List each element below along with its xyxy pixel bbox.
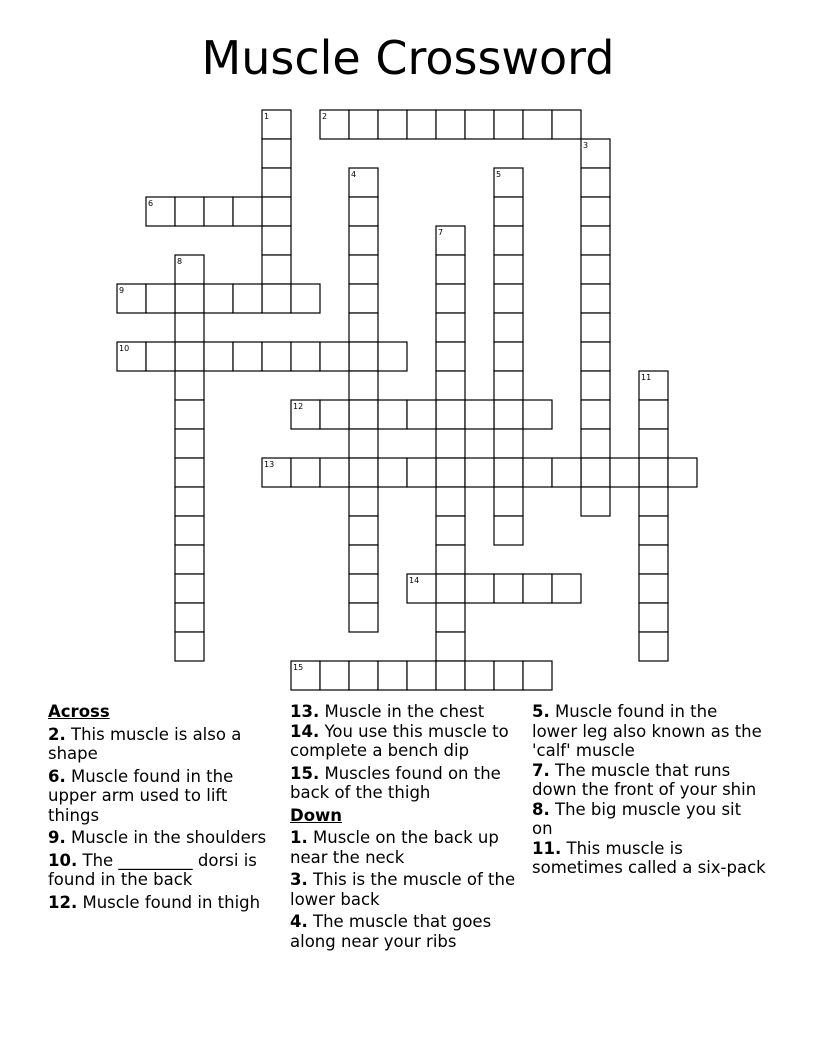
grid-cell[interactable] [523,400,552,429]
grid-cell[interactable] [262,342,291,371]
clue-down-8 [532,800,766,839]
clue-text: This muscle is also a shape [48,724,242,763]
grid-cell[interactable] [378,400,407,429]
grid-cell[interactable] [581,313,610,342]
grid-cell[interactable] [378,110,407,139]
grid-cell[interactable] [436,255,465,284]
grid-cell[interactable] [175,284,204,313]
grid-cell[interactable] [494,226,523,255]
clue-text: Muscle found in the lower leg also known as the 'calf' muscle [532,702,762,760]
grid-cell[interactable] [523,574,552,603]
clue-across-9 [48,828,276,848]
grid-cell[interactable] [436,110,465,139]
grid-cell[interactable] [349,342,378,371]
grid-cell[interactable] [175,313,204,342]
grid-cell[interactable] [581,284,610,313]
grid-cell[interactable] [233,284,262,313]
clue-across-12 [48,893,276,913]
grid-cell[interactable] [349,603,378,632]
clue-number-label: 10 [119,344,130,353]
clue-number: 5. [532,702,550,721]
clue-column-3 [532,702,766,881]
clue-column-1 [48,702,276,915]
grid-cell[interactable] [581,168,610,197]
grid-cell[interactable] [610,458,639,487]
grid-cell[interactable] [494,197,523,226]
grid-cell[interactable] [262,168,291,197]
clue-number-label: 15 [293,663,304,672]
clue-text: The muscle that runs down the front of your shin [532,760,757,799]
grid-cell[interactable] [465,400,494,429]
grid-cell[interactable] [436,603,465,632]
grid-cell[interactable] [581,429,610,458]
clue-across-2 [48,725,276,764]
clue-number-label: 3 [583,141,589,150]
grid-cell[interactable] [436,632,465,661]
clue-number-label: 6 [148,199,154,208]
grid-cell[interactable] [639,545,668,574]
grid-cell[interactable] [175,487,204,516]
grid-cell[interactable] [523,110,552,139]
grid-cell[interactable] [291,458,320,487]
clue-down-1 [290,828,522,867]
grid-cell[interactable] [349,487,378,516]
grid-cell[interactable] [204,342,233,371]
clue-number: 11. [532,838,562,858]
clue-number: 12. [48,892,78,912]
grid-cell[interactable] [552,110,581,139]
clue-across-13 [290,702,522,722]
grid-cell[interactable] [494,661,523,690]
grid-cell[interactable] [175,197,204,226]
grid-cell[interactable] [668,458,697,487]
grid-cell[interactable] [465,574,494,603]
clue-text: Muscle found in thigh [82,892,261,912]
grid-cell[interactable] [204,284,233,313]
grid-cell[interactable] [639,429,668,458]
grid-cell[interactable] [349,371,378,400]
grid-cell[interactable] [320,342,349,371]
grid-cell[interactable] [581,342,610,371]
grid-cell[interactable] [175,458,204,487]
grid-cell[interactable] [436,458,465,487]
clue-across-6 [48,767,276,826]
grid-cell[interactable] [407,110,436,139]
grid-cell[interactable] [175,429,204,458]
grid-cell[interactable] [494,255,523,284]
clue-number-label: 1 [264,112,270,121]
grid-cell[interactable] [349,429,378,458]
clue-text: Muscle on the back up near the neck [290,828,499,867]
grid-cell[interactable] [639,516,668,545]
grid-cell[interactable] [523,661,552,690]
clue-down-7 [532,761,766,800]
clue-column-2 [290,702,522,954]
grid-cell[interactable] [639,603,668,632]
clue-number: 1. [290,828,308,847]
grid-cell[interactable] [175,400,204,429]
grid-cell[interactable] [436,516,465,545]
grid-cell[interactable] [581,458,610,487]
clue-number: 7. [532,760,550,780]
grid-cell[interactable] [407,400,436,429]
grid-cell[interactable] [175,342,204,371]
grid-cell[interactable] [523,458,552,487]
clue-number: 3. [290,870,308,889]
grid-cell[interactable] [436,487,465,516]
grid-cell[interactable] [204,197,233,226]
clue-across-14 [290,722,522,761]
grid-cell[interactable] [494,284,523,313]
grid-cell[interactable] [494,342,523,371]
grid-cell[interactable] [175,574,204,603]
grid-cell[interactable] [436,371,465,400]
grid-cell[interactable] [262,197,291,226]
grid-cell[interactable] [320,661,349,690]
grid-cell[interactable] [465,661,494,690]
page-title: Muscle Crossword [201,31,615,85]
clue-text: The big muscle you sit on [532,799,742,838]
grid-cell[interactable] [436,429,465,458]
grid-cell[interactable] [465,458,494,487]
clue-number-label: 12 [293,402,304,411]
grid-cell[interactable] [494,110,523,139]
clue-number-label: 13 [264,460,275,469]
clue-number: 6. [48,766,66,786]
grid-cell[interactable] [639,574,668,603]
grid-cell[interactable] [494,574,523,603]
clue-down-5 [532,702,766,761]
grid-cell[interactable] [262,226,291,255]
grid-cell[interactable] [639,458,668,487]
grid-cell[interactable] [349,110,378,139]
clue-text: Muscle in the chest [324,702,485,721]
grid-cell[interactable] [436,545,465,574]
clue-text: This muscle is sometimes called a six-pack [532,838,766,877]
clue-text: Muscle found in the upper arm used to lift things [48,766,234,825]
clue-number-label: 5 [496,170,502,179]
grid-cell[interactable] [494,458,523,487]
down-heading: Down [290,805,343,825]
clue-text: You use this muscle to complete a bench dip [290,721,509,760]
grid-cell[interactable] [349,661,378,690]
grid-cell[interactable] [349,400,378,429]
grid-cell[interactable] [146,342,175,371]
clue-number-label: 11 [641,373,652,382]
grid-cell[interactable] [494,371,523,400]
grid-cell[interactable] [175,603,204,632]
clue-text: This is the muscle of the lower back [290,870,516,909]
clue-number: 13. [290,702,320,721]
grid-cell[interactable] [407,458,436,487]
clue-number: 14. [290,721,320,741]
grid-cell[interactable] [436,313,465,342]
clue-number: 15. [290,763,320,783]
grid-cell[interactable] [349,545,378,574]
clue-text: Muscles found on the back of the thigh [290,763,501,802]
grid-cell[interactable] [349,313,378,342]
grid-cell[interactable] [581,255,610,284]
grid-cell[interactable] [262,284,291,313]
grid-cell[interactable] [262,139,291,168]
clue-number-label: 9 [119,286,125,295]
clue-number: 10. [48,850,78,870]
grid-cell[interactable] [436,574,465,603]
grid-cell[interactable] [436,661,465,690]
grid-cell[interactable] [175,371,204,400]
grid-cell[interactable] [494,487,523,516]
clue-number: 2. [48,724,66,744]
clue-number-label: 2 [322,112,328,121]
grid-cell[interactable] [349,574,378,603]
grid-cell[interactable] [581,226,610,255]
grid-cell[interactable] [349,197,378,226]
grid-cell[interactable] [407,661,436,690]
clue-down-3 [290,870,522,909]
clue-number-label: 14 [409,576,420,585]
grid-cell[interactable] [349,284,378,313]
grid-cell[interactable] [639,400,668,429]
clue-across-10 [48,851,276,890]
grid-cell[interactable] [581,371,610,400]
clue-number: 4. [290,912,308,931]
grid-cell[interactable] [494,313,523,342]
grid-cell[interactable] [291,342,320,371]
grid-cell[interactable] [378,661,407,690]
clue-number-label: 4 [351,170,357,179]
grid-cell[interactable] [175,516,204,545]
grid-cell[interactable] [436,400,465,429]
grid-cell[interactable] [349,226,378,255]
clue-number-label: 7 [438,228,444,237]
grid-cell[interactable] [175,545,204,574]
grid-cell[interactable] [349,255,378,284]
clue-text: The _________ dorsi is found in the back [48,850,257,889]
grid-cell[interactable] [552,574,581,603]
grid-cell[interactable] [146,284,175,313]
grid-cell[interactable] [494,429,523,458]
grid-cell[interactable] [436,342,465,371]
grid-cell[interactable] [436,284,465,313]
grid-cell[interactable] [291,284,320,313]
grid-cell[interactable] [233,197,262,226]
across-heading: Across [48,702,110,721]
grid-cell[interactable] [378,458,407,487]
grid-cell[interactable] [581,487,610,516]
grid-cell[interactable] [349,516,378,545]
grid-cell[interactable] [262,255,291,284]
grid-cell[interactable] [233,342,262,371]
clue-text: Muscle in the shoulders [71,828,267,847]
clue-number: 8. [532,799,550,819]
clue-down-11 [532,839,766,878]
clue-across-15 [290,764,522,803]
clue-number-label: 8 [177,257,183,266]
clue-number: 9. [48,828,66,847]
grid-cell[interactable] [320,400,349,429]
grid-cell[interactable] [552,458,581,487]
grid-cell[interactable] [581,197,610,226]
clue-text: The muscle that goes along near your ribs [290,912,492,951]
grid-cell[interactable] [378,342,407,371]
grid-cell[interactable] [320,458,349,487]
grid-cell[interactable] [349,458,378,487]
grid-cell[interactable] [175,632,204,661]
grid-cell[interactable] [581,400,610,429]
grid-cell[interactable] [465,110,494,139]
grid-cell[interactable] [639,487,668,516]
grid-cell[interactable] [639,632,668,661]
grid-cell[interactable] [494,400,523,429]
grid-cell[interactable] [494,516,523,545]
clue-down-4 [290,912,522,951]
